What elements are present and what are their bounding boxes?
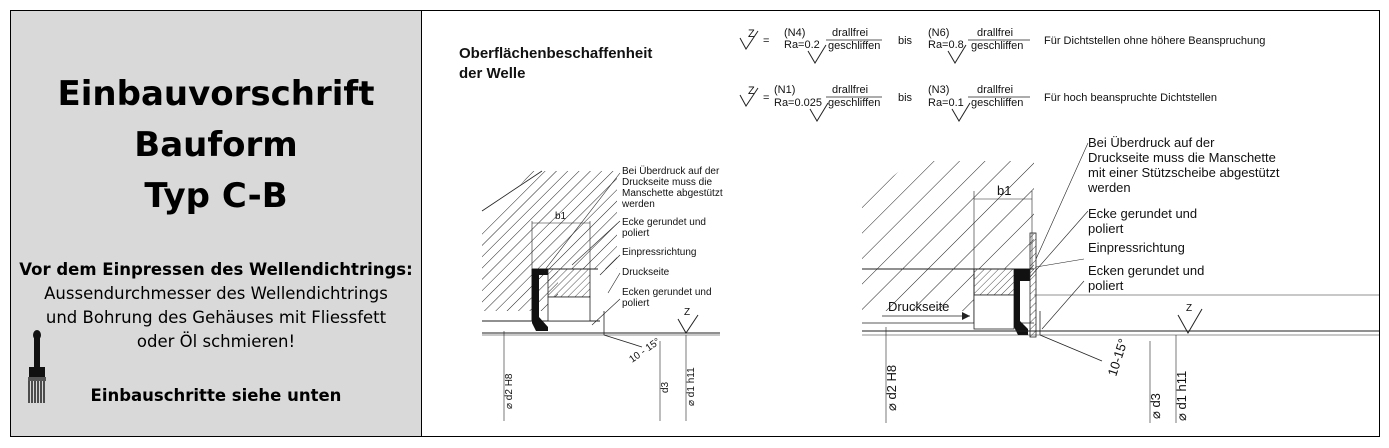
surface-heading: Oberflächenbeschaffenheit [459, 45, 653, 62]
note-pressure: mit einer Stützscheibe abgestützt [1088, 165, 1280, 180]
small-section-drawing [482, 165, 723, 421]
note-pressure: werden [1088, 180, 1131, 195]
symbol-letter: Z [748, 85, 755, 97]
prep-line: Aussendurchmesser des Wellendichtrings [44, 284, 388, 303]
title-line: Bauform [134, 125, 298, 165]
large-section-drawing [862, 135, 1379, 423]
note-corners: poliert [622, 298, 650, 309]
note-corner: poliert [622, 228, 650, 239]
prep-heading: Vor dem Einpressen des Wellendichtrings: [19, 260, 413, 279]
surface-symbol-icon: Z [1186, 303, 1193, 314]
note-corners: poliert [1088, 278, 1124, 293]
note-direction: Einpressrichtung [1088, 240, 1185, 255]
surface-note: Für Dichtstellen ohne höhere Beanspruchung [1044, 35, 1266, 47]
to-ra: Ra=0.1 [928, 97, 964, 109]
angle-label: 10 - 15° [627, 336, 663, 366]
note-corner: Ecke gerundet und [1088, 206, 1198, 221]
symbol-letter: Z [748, 28, 755, 40]
dim-d3: d3 [660, 381, 671, 393]
surface-heading: der Welle [459, 65, 526, 82]
prep-line: oder Öl schmieren! [136, 332, 296, 351]
finish-bottom: geschliffen [971, 40, 1024, 52]
surface-row-1 [740, 27, 1265, 63]
surface-symbol-icon: Z [684, 307, 691, 318]
b1-label: b1 [555, 211, 567, 222]
bis-label: bis [898, 35, 913, 47]
from-code: (N4) [784, 27, 806, 39]
steps-note: Einbauschritte siehe unten [90, 386, 342, 405]
prep-line: und Bohrung des Gehäuses mit Fliessfett [45, 308, 387, 327]
dim-d1: ⌀ d1 h11 [1174, 370, 1189, 421]
surface-note: Für hoch beanspruchte Dichtstellen [1044, 92, 1218, 104]
to-ra: Ra=0.8 [928, 39, 964, 51]
from-ra: Ra=0.2 [784, 39, 820, 51]
instruction-panel [11, 11, 422, 436]
finish-bottom: geschliffen [828, 97, 881, 109]
pressure-side-label: Druckseite [888, 299, 950, 314]
finish-top: drallfrei [832, 84, 869, 96]
surface-symbol-icon [740, 85, 758, 106]
note-corner: Ecke gerundet und [622, 217, 706, 228]
installation-sheet [10, 10, 1380, 437]
note-pressure: Druckseite muss die Manschette [1088, 150, 1276, 165]
technical-drawing [422, 11, 1379, 436]
note-corners: Ecken gerundet und [622, 287, 712, 298]
dim-d1: ⌀ d1 h11 [686, 367, 697, 406]
page-title [11, 69, 421, 222]
equals-sign: = [763, 35, 770, 47]
title-line: Einbauvorschrift [57, 74, 375, 114]
dim-d3: ⌀ d3 [1148, 393, 1163, 419]
finish-bottom: geschliffen [828, 40, 881, 52]
angle-label: 10-15° [1104, 336, 1131, 378]
note-corner: poliert [1088, 221, 1124, 236]
equals-sign: = [763, 92, 770, 104]
note-pressure: Manschette abgestützt [622, 188, 723, 199]
surface-row-2 [740, 84, 1217, 121]
drawing-panel [422, 11, 1379, 436]
note-pressure: Druckseite muss die [622, 177, 713, 188]
note-pressure-side: Druckseite [622, 267, 670, 278]
dim-d2: ⌀ d2 H8 [884, 364, 899, 411]
note-pressure: Bei Überdruck auf der [1088, 135, 1215, 150]
finish-bottom: geschliffen [971, 97, 1024, 109]
bis-label: bis [898, 92, 913, 104]
from-code: (N1) [774, 84, 796, 96]
note-direction: Einpressrichtung [622, 247, 697, 258]
to-code: (N3) [928, 84, 950, 96]
dim-d2: ⌀ d2 H8 [504, 373, 515, 409]
finish-top: drallfrei [977, 27, 1014, 39]
finish-top: drallfrei [977, 84, 1014, 96]
from-ra: Ra=0.025 [774, 97, 823, 109]
note-pressure: Bei Überdruck auf der [622, 166, 720, 177]
surface-symbol-icon [740, 28, 758, 49]
note-pressure: werden [622, 199, 655, 210]
note-corners: Ecken gerundet und [1088, 263, 1205, 278]
finish-top: drallfrei [832, 27, 869, 39]
prep-instructions [11, 258, 421, 354]
b1-label: b1 [997, 183, 1012, 198]
title-line: Typ C-B [144, 176, 288, 216]
to-code: (N6) [928, 27, 950, 39]
